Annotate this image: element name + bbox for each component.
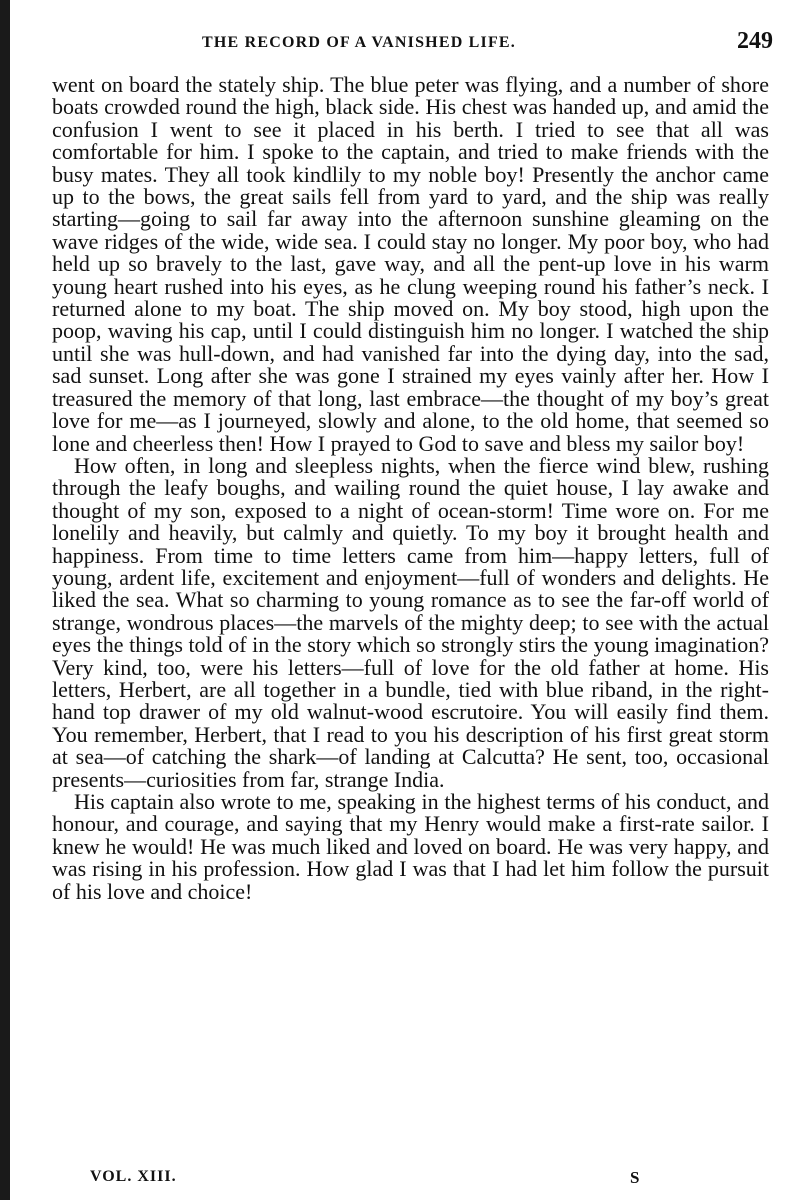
body-text [52, 74, 769, 903]
signature-mark: S [630, 1168, 640, 1187]
paragraph: His captain also wrote to me, speaking in the highest terms of his conduct, and honour, and courage, and saying that my Henry would make a first-rate sailor. I knew he would! He was much liked and loved on board. He was very happy, and was rising in his profession. How glad I was that I had let him follow the pursuit of his love and choice! [52, 789, 769, 904]
page-header [52, 22, 777, 62]
volume-label: VOL. XIII. [90, 1168, 177, 1185]
paragraph: How often, in long and sleepless nights, when the fierce wind blew, rushing through the leafy boughs, and wailing round the quiet house, I lay awake and thought of my son, exposed to a night of ocean-storm! Time wore on. For me lonelily and heavily, but calmly and quietly. To my boy it brought health and happiness. From time to time letters came from him—happy letters, full of young, ardent life, excitement and enjoyment—full of wonders and delights. He liked the sea. What so charming to young romance as to see the far-off world of strange, wondrous places—the marvels of the mighty deep; to see with the actual eyes the things told of in the story which so strongly stirs the young imagination? Very kind, too, were his letters—full of love for the old father at home. His letters, Herbert, are all together in a bundle, tied with blue riband, in the right-hand top drawer of my old walnut-wood escrutoire. You will easily find them. You remember, Herbert, that I read to you his description of his first great storm at sea—of catching the shark—of landing at Calcutta? He sent, too, occasional presents—curiosities from far, strange India. [52, 452, 769, 792]
paragraph: went on board the stately ship. The blue peter was flying, and a number of shore boats crowded round the high, black side. His chest was handed up, and amid the confusion I went to see it placed in his berth. I tried to see that all was comfortable for him. I spoke to the captain, and tried to make friends with the busy mates. They all took kindlily to my noble boy! Presently the anchor came up to the bows, the great sails fell from yard to yard, and the ship was really starting—going to sail far away into the afternoon sunshine gleaming on the wave ridges of the wide, wide sea. I could stay no longer. My poor boy, who had held up so bravely to the last, gave way, and all the pent-up love in his warm young heart rushed into his eyes, as he clung weeping round his father’s neck. I returned alone to my boat. The ship moved on. My boy stood, high upon the poop, waving his cap, until I could distinguish him no longer. I watched the ship until she was hull-down, and had vanished far into the dying day, into the sad, sad sunset. Long after she was gone I strained my eyes vainly after her. How I treasured the memory of that long, last embrace—the thought of my boy’s great love for me—as I journeyed, slowly and alone, to the old home, that seemed so lone and cheerless then! How I prayed to God to save and bless my sailor boy! [52, 72, 769, 456]
page-number: 249 [737, 28, 773, 54]
running-title: THE RECORD OF A VANISHED LIFE. [202, 34, 516, 51]
page-binding-edge [0, 0, 10, 1200]
page-footer [52, 1168, 769, 1192]
